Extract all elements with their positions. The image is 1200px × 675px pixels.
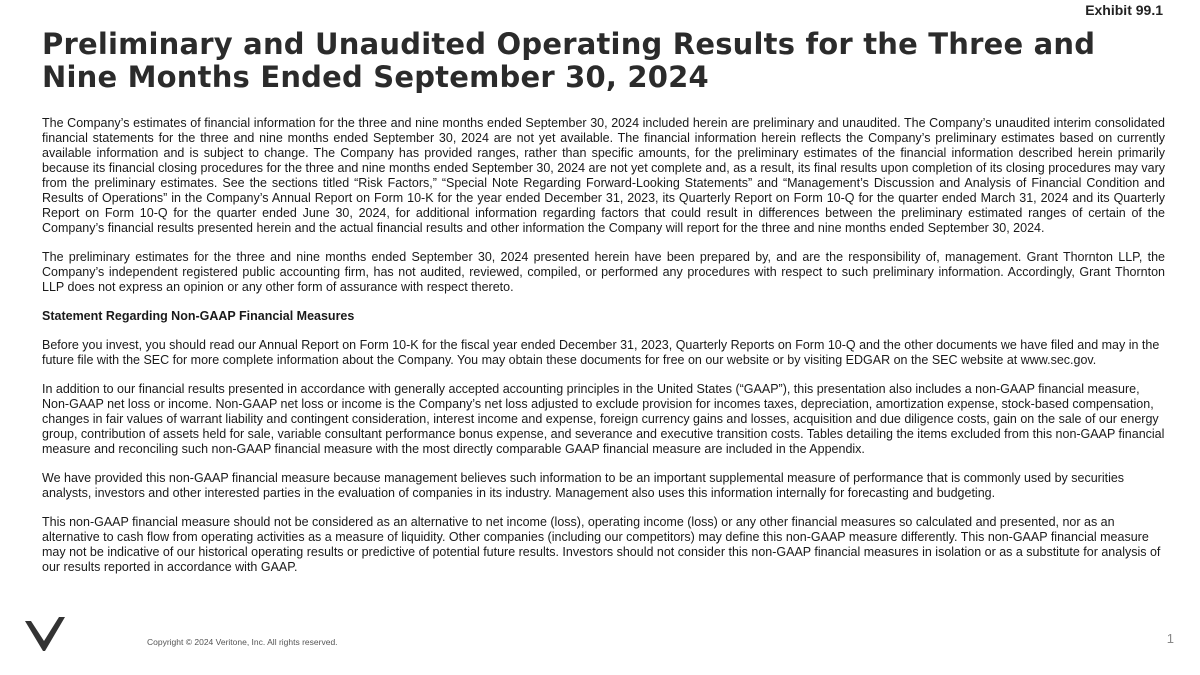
paragraph-non-gaap-rationale: We have provided this non-GAAP financial measure because management believes such information to be an important supplemental measure of performance that is commonly used by securities analysts, investors and other interested parties in the evaluation of companies in its industry. Management also uses this information internally for forecasting and budgeting.: [42, 471, 1125, 500]
page-number: 1: [1166, 631, 1174, 646]
document-body: [42, 116, 1165, 589]
paragraph-auditor-disclaimer: The preliminary estimates for the three and nine months ended September 30, 2024 presented herein have been prepared by, and are the responsibility of, management. Grant Thornton LLP, the Company’s independent registered public accounting firm, has not audited, reviewed, compiled, or performed any procedures with respect to such preliminary information. Accordingly, Grant Thornton LLP does not express an opinion or any other form of assurance with respect thereto.: [42, 250, 1165, 294]
paragraph-non-gaap-caution: This non-GAAP financial measure should not be considered as an alternative to net income (loss), operating income (loss) or any other financial measures so calculated and presented, nor as an alternative to cash flow from operating activities as a measure of liquidity. Other companies (including our competitors) may define this non-GAAP measure differently. This non-GAAP financial measure may not be indicative of our historical operating results or predictive of potential future results. Investors should not consider this non-GAAP financial measures in isolation or as a substitute for analysis of our results reported in accordance with GAAP.: [42, 515, 1161, 574]
exhibit-label: Exhibit 99.1: [1085, 2, 1163, 18]
paragraph-before-you-invest: Before you invest, you should read our Annual Report on Form 10-K for the fiscal year ended December 31, 2023, Quarterly Reports on Form 10-Q and the other documents we have filed and may in the future file with the SEC for more complete information about the Company. You may obtain these documents for free on our website or by visiting EDGAR on the SEC website at www.sec.gov.: [42, 338, 1160, 367]
paragraph-preliminary-estimates: The Company’s estimates of financial information for the three and nine months ended September 30, 2024 included herein are preliminary and unaudited. The Company’s unaudited interim consolidated financial statements for the three and nine months ended September 30, 2024 are not yet available. The financial information herein reflects the Company’s preliminary estimates based on currently available information and is subject to change. The Company has provided ranges, rather than specific amounts, for the preliminary estimates of the financial information described herein primarily because its financial closing procedures for the three and nine months ended September 30, 2024 are not yet complete and, as a result, its final results upon completion of its closing procedures may vary from the preliminary estimates. See the sections titled “Risk Factors,” “Special Note Regarding Forward-Looking Statements” and “Management’s Discussion and Analysis of Financial Condition and Results of Operations” in the Company’s Annual Report on Form 10-K for the year ended December 31, 2023, its Quarterly Report on Form 10-Q for the quarter ended March 31, 2024 and its Quarterly Report on Form 10-Q for the quarter ended June 30, 2024, for additional information regarding factors that could result in differences between the preliminary estimated ranges of certain of the Company’s financial results presented herein and the actual financial results and other information the Company will report for the three and nine months ended September 30, 2024.: [42, 116, 1165, 235]
copyright-notice: Copyright © 2024 Veritone, Inc. All rights reserved.: [147, 637, 338, 647]
veritone-v-logo-icon: [25, 617, 65, 651]
page-title: Preliminary and Unaudited Operating Results for the Three and Nine Months Ended September 30, 2024: [42, 27, 1096, 94]
paragraph-non-gaap-definition: In addition to our financial results presented in accordance with generally accepted accounting principles in the United States (“GAAP”), this presentation also includes a non-GAAP financial measure, Non-GAAP net loss or income. Non-GAAP net loss or income is the Company’s net loss adjusted to exclude provision for incomes taxes, depreciation, amortization expense, stock-based compensation, changes in fair values of warrant liability and contingent consideration, interest income and expense, foreign currency gains and losses, acquisition and due diligence costs, gain on the sale of our energy group, contribution of assets held for sale, variable consultant performance bonus expense, and severance and executive transition costs. Tables detailing the items excluded from this non-GAAP financial measure and reconciling such non-GAAP financial measure with the most directly comparable GAAP financial measure are included in the Appendix.: [42, 382, 1165, 456]
section-heading-non-gaap: Statement Regarding Non-GAAP Financial Measures: [42, 309, 355, 323]
